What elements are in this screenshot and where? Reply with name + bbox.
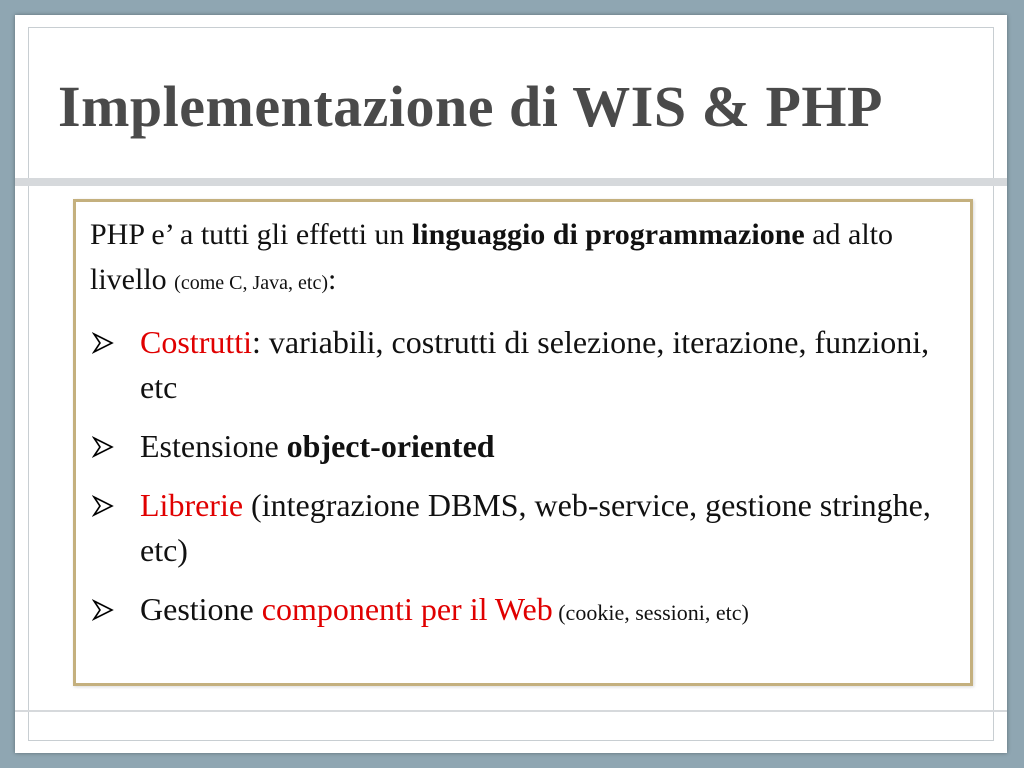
intro-text: PHP e’ a tutti gli effetti un <box>90 218 412 251</box>
content-box <box>73 199 973 686</box>
arrowhead-bullet-icon <box>92 332 114 354</box>
slide <box>15 15 1007 753</box>
slide-title: Implementazione di WIS & PHP <box>58 74 883 139</box>
bullet-text: : variabili, costrutti di selezione, iterazione, funzioni, etc <box>140 324 930 405</box>
intro-colon: : <box>327 263 337 296</box>
bullet-small-text: (cookie, sessioni, etc) <box>552 600 749 625</box>
intro-text-2: ad alto livello <box>90 218 894 296</box>
arrowhead-bullet-icon <box>92 436 114 458</box>
bullet-highlight: componenti per il Web <box>261 591 553 627</box>
bullet-item-estensione <box>90 424 958 469</box>
bullet-bold-text: object-oriented <box>286 428 495 464</box>
bullet-highlight: Costrutti <box>140 324 253 360</box>
intro-paragraph <box>90 212 958 306</box>
bullet-highlight: Librerie <box>140 487 244 523</box>
bullet-text: Estensione <box>140 428 287 464</box>
intro-bold-text: linguaggio di programmazione <box>411 218 805 251</box>
bullet-item-costrutti <box>90 320 958 410</box>
bullet-text: (integrazione DBMS, web-service, gestione stringhe, etc) <box>140 487 931 568</box>
bullet-item-librerie <box>90 483 958 573</box>
arrowhead-bullet-icon <box>92 599 114 621</box>
title-divider <box>15 178 1007 186</box>
intro-small-text: (come C, Java, etc) <box>174 272 328 294</box>
bullet-item-gestione <box>90 587 958 635</box>
bullet-list <box>90 320 958 635</box>
footer-divider <box>15 710 1007 712</box>
arrowhead-bullet-icon <box>92 495 114 517</box>
bullet-text: Gestione <box>140 591 262 627</box>
